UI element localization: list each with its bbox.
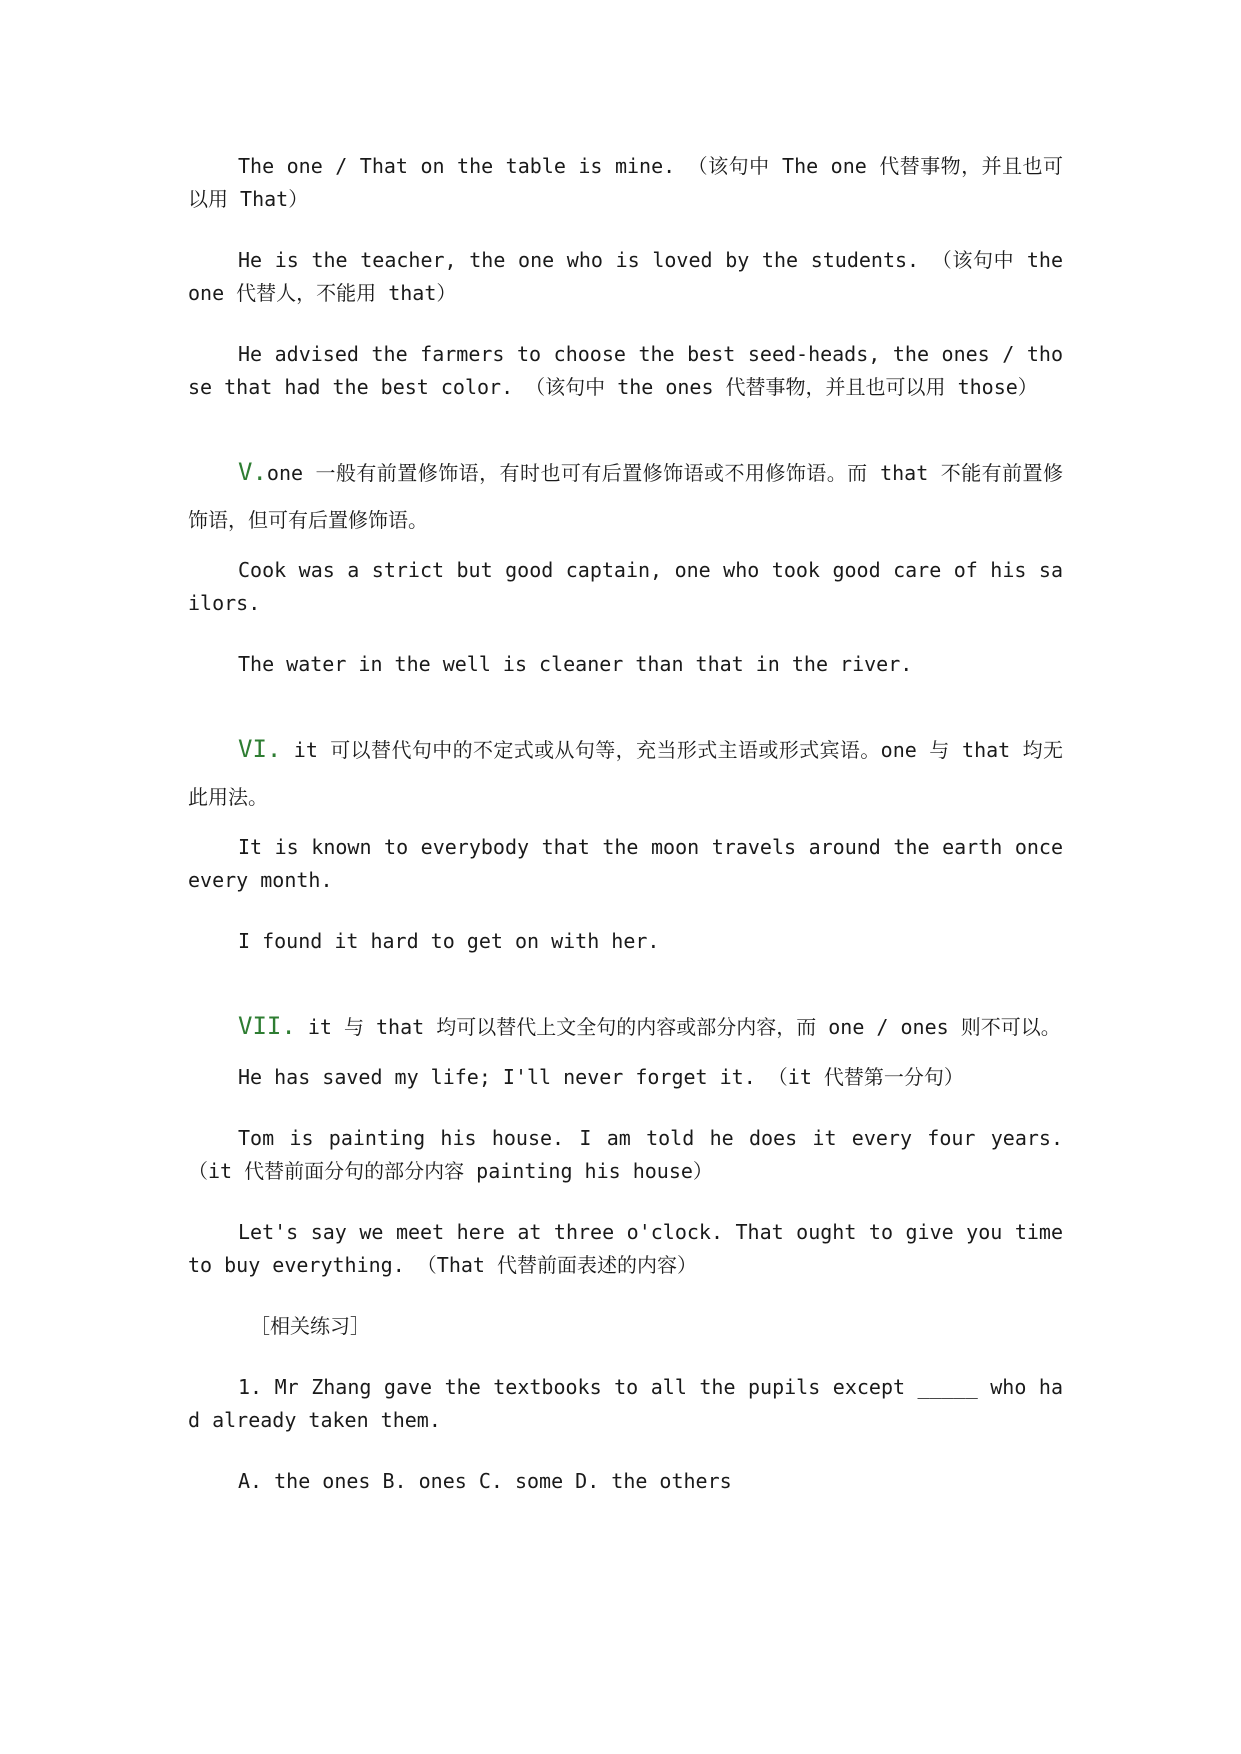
exercise-heading: ［相关练习］ bbox=[250, 1314, 370, 1338]
document-body bbox=[188, 150, 1063, 1526]
example-sentence: He has saved my life; I'll never forget it. （it 代替第一分句） bbox=[238, 1065, 964, 1089]
rule-text: it 与 that 均可以替代上文全句的内容或部分内容，而 one / ones 则不可以。 bbox=[295, 1015, 1061, 1039]
rule-v bbox=[188, 449, 1063, 544]
example-sentence: I found it hard to get on with her. bbox=[238, 929, 660, 953]
rule-text: it 可以替代句中的不定式或从句等，充当形式主语或形式宾语。one 与 that 均无此用法。 bbox=[188, 738, 1063, 809]
example-sentence: He advised the farmers to choose the best seed-heads, the ones / those that had the best color. （该句中 the ones 代替事物，并且也可以用 those） bbox=[188, 342, 1063, 399]
rule-vii bbox=[188, 1003, 1063, 1051]
example-sentence: Tom is painting his house. I am told he does it every four years. （it 代替前面分句的部分内容 painting his house） bbox=[188, 1126, 1063, 1183]
example-sentence: The water in the well is cleaner than that in the river. bbox=[238, 652, 913, 676]
example-sentence: It is known to everybody that the moon travels around the earth once every month. bbox=[188, 835, 1063, 892]
rule-vi bbox=[188, 726, 1063, 821]
rule-number: VII. bbox=[238, 1012, 296, 1040]
example-sentence: The one / That on the table is mine. （该句中 The one 代替事物，并且也可以用 That） bbox=[188, 154, 1063, 211]
rule-number: V. bbox=[238, 458, 267, 486]
exercise-options: A. the ones B. ones C. some D. the others bbox=[238, 1469, 732, 1493]
example-sentence: Let's say we meet here at three o'clock. That ought to give you time to buy everything. （That 代替前面表述的内容） bbox=[188, 1220, 1063, 1277]
example-sentence: He is the teacher, the one who is loved by the students. （该句中 the one 代替人，不能用 that） bbox=[188, 248, 1063, 305]
rule-text: one 一般有前置修饰语，有时也可有后置修饰语或不用修饰语。而 that 不能有前置修饰语，但可有后置修饰语。 bbox=[188, 461, 1063, 532]
rule-number: VI. bbox=[238, 735, 282, 763]
exercise-question: 1. Mr Zhang gave the textbooks to all the pupils except _____ who had already taken them. bbox=[188, 1375, 1063, 1432]
example-sentence: Cook was a strict but good captain, one who took good care of his sailors. bbox=[188, 558, 1063, 615]
